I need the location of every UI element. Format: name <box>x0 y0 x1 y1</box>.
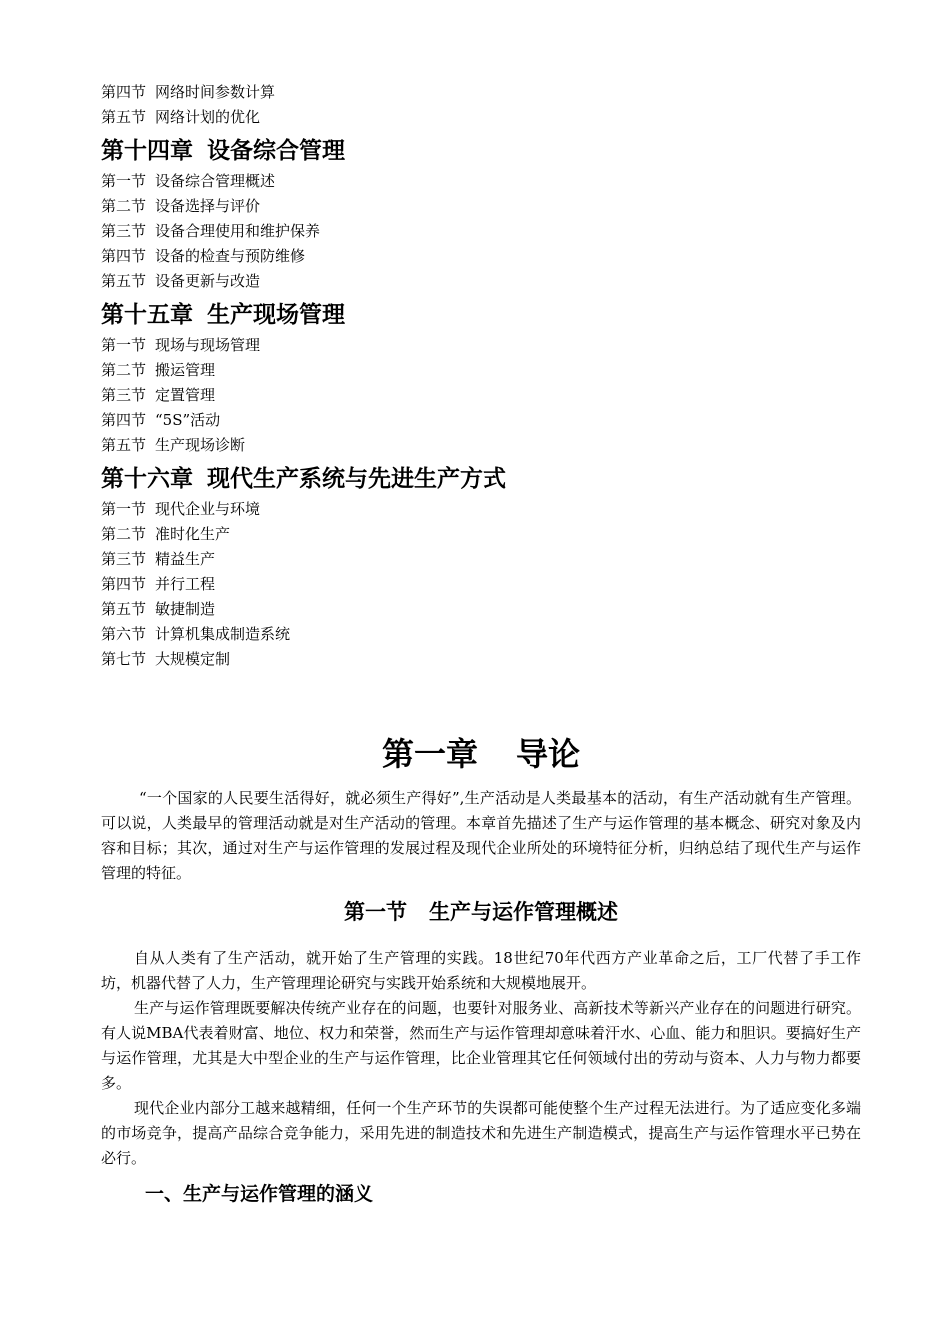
document-page <box>101 80 861 1209</box>
section-number: 第四节 <box>101 411 147 429</box>
section-number: 第一节 <box>101 500 147 518</box>
toc-chapter <box>101 466 861 672</box>
chapter-title: 导论 <box>516 735 581 773</box>
toc-section-line <box>101 497 861 522</box>
toc-tail <box>101 80 861 130</box>
section-number: 第七节 <box>101 650 147 668</box>
section-title: 计算机集成制造系统 <box>155 625 291 643</box>
section-title: 定置管理 <box>155 386 216 404</box>
chapter-number: 第十六章 <box>101 466 193 492</box>
toc-section-line <box>101 219 861 244</box>
toc-chapter <box>101 302 861 458</box>
section-number: 第一节 <box>101 172 147 190</box>
toc-section-line <box>101 80 861 105</box>
section-title: 搬运管理 <box>155 361 216 379</box>
section-title: 设备综合管理概述 <box>155 172 276 190</box>
toc-section-line <box>101 358 861 383</box>
chapter-title: 现代生产系统与先进生产方式 <box>207 466 506 492</box>
section-title: 设备合理使用和维护保养 <box>155 222 321 240</box>
section-title: 设备更新与改造 <box>155 272 261 290</box>
section-number: 第四节 <box>101 247 147 265</box>
section-title: 大规模定制 <box>155 650 231 668</box>
toc-section-line <box>101 547 861 572</box>
section-title: 网络计划的优化 <box>155 108 261 126</box>
section-title: 现场与现场管理 <box>155 336 261 354</box>
section-title: 敏捷制造 <box>155 600 216 618</box>
toc-section-line <box>101 169 861 194</box>
section-number: 第一节 <box>344 900 407 924</box>
chapter-number: 第一章 <box>381 735 478 773</box>
chapter-heading <box>101 302 861 328</box>
section-title: 并行工程 <box>155 575 216 593</box>
section-number: 第六节 <box>101 625 147 643</box>
toc-section-line <box>101 622 861 647</box>
toc-chapter <box>101 138 861 294</box>
body-paragraph: 生产与运作管理既要解决传统产业存在的问题，也要针对服务业、高新技术等新兴产业存在的问题进行研究。有人说MBA代表着财富、地位、权力和荣誉，然而生产与运作管理却意味着汗水、心血、能力和胆识。要搞好生产与运作管理，尤其是大中型企业的生产与运作管理，比企业管理其它任何领域付出的劳动与资本、人力与物力都要多。 <box>101 999 861 1092</box>
section-title: 准时化生产 <box>155 525 231 543</box>
section-number: 第五节 <box>101 600 147 618</box>
section-title: 设备的检查与预防维修 <box>155 247 306 265</box>
chapter-title-heading <box>101 730 861 778</box>
toc-section-line <box>101 433 861 458</box>
chapter-intro-paragraph: “一个国家的人民要生活得好，就必须生产得好”,生产活动是人类最基本的活动，有生产活动就有生产管理。可以说，人类最早的管理活动就是对生产活动的管理。本章首先描述了生产与运作管理的基本概念、研究对象及内容和目标；其次，通过对生产与运作管理的发展过程及现代企业所处的环境特征分析，归纳总结了现代生产与运作管理的特征。 <box>101 789 861 882</box>
toc-section-line <box>101 522 861 547</box>
section-number: 第五节 <box>101 272 147 290</box>
section-number: 第五节 <box>101 108 147 126</box>
section-title: 精益生产 <box>155 550 216 568</box>
toc-section-line <box>101 333 861 358</box>
toc-section-line <box>101 383 861 408</box>
toc-section-line <box>101 105 861 130</box>
chapter-heading <box>101 138 861 164</box>
toc-section-line <box>101 572 861 597</box>
section-number: 第四节 <box>101 83 147 101</box>
section-title: 网络时间参数计算 <box>155 83 276 101</box>
section-number: 第四节 <box>101 575 147 593</box>
section-number: 第三节 <box>101 386 147 404</box>
section-title: 现代企业与环境 <box>155 500 261 518</box>
subsection-heading: 一、生产与运作管理的涵义 <box>145 1183 374 1205</box>
chapter-number: 第十四章 <box>101 138 193 164</box>
section-number: 第三节 <box>101 550 147 568</box>
section-number: 第二节 <box>101 197 147 215</box>
section-title: 生产现场诊断 <box>155 436 246 454</box>
body-paragraph: 现代企业内部分工越来越精细，任何一个生产环节的失误都可能使整个生产过程无法进行。为了适应变化多端的市场竞争，提高产品综合竞争能力，采用先进的制造技术和先进生产制造模式，提高生产与运作管理水平已势在必行。 <box>101 1099 861 1167</box>
toc-section-line <box>101 597 861 622</box>
section-heading <box>101 892 861 932</box>
section-number: 第三节 <box>101 222 147 240</box>
toc-section-line <box>101 408 861 433</box>
toc-section-line <box>101 194 861 219</box>
section-number: 第一节 <box>101 336 147 354</box>
section-number: 第二节 <box>101 525 147 543</box>
toc-section-line <box>101 269 861 294</box>
chapter-title: 生产现场管理 <box>207 302 345 328</box>
toc-section-line <box>101 647 861 672</box>
section-title: 设备选择与评价 <box>155 197 261 215</box>
section-title: 生产与运作管理概述 <box>429 900 618 924</box>
section-number: 第二节 <box>101 361 147 379</box>
section-number: 第五节 <box>101 436 147 454</box>
section-title: “5S”活动 <box>155 411 221 429</box>
toc-section-line <box>101 244 861 269</box>
chapter-heading <box>101 466 861 492</box>
chapter-title: 设备综合管理 <box>207 138 345 164</box>
chapter-number: 第十五章 <box>101 302 193 328</box>
body-paragraph: 自从人类有了生产活动，就开始了生产管理的实践。18世纪70年代西方产业革命之后，工厂代替了手工作坊，机器代替了人力，生产管理理论研究与实践开始系统和大规模地展开。 <box>101 949 861 992</box>
